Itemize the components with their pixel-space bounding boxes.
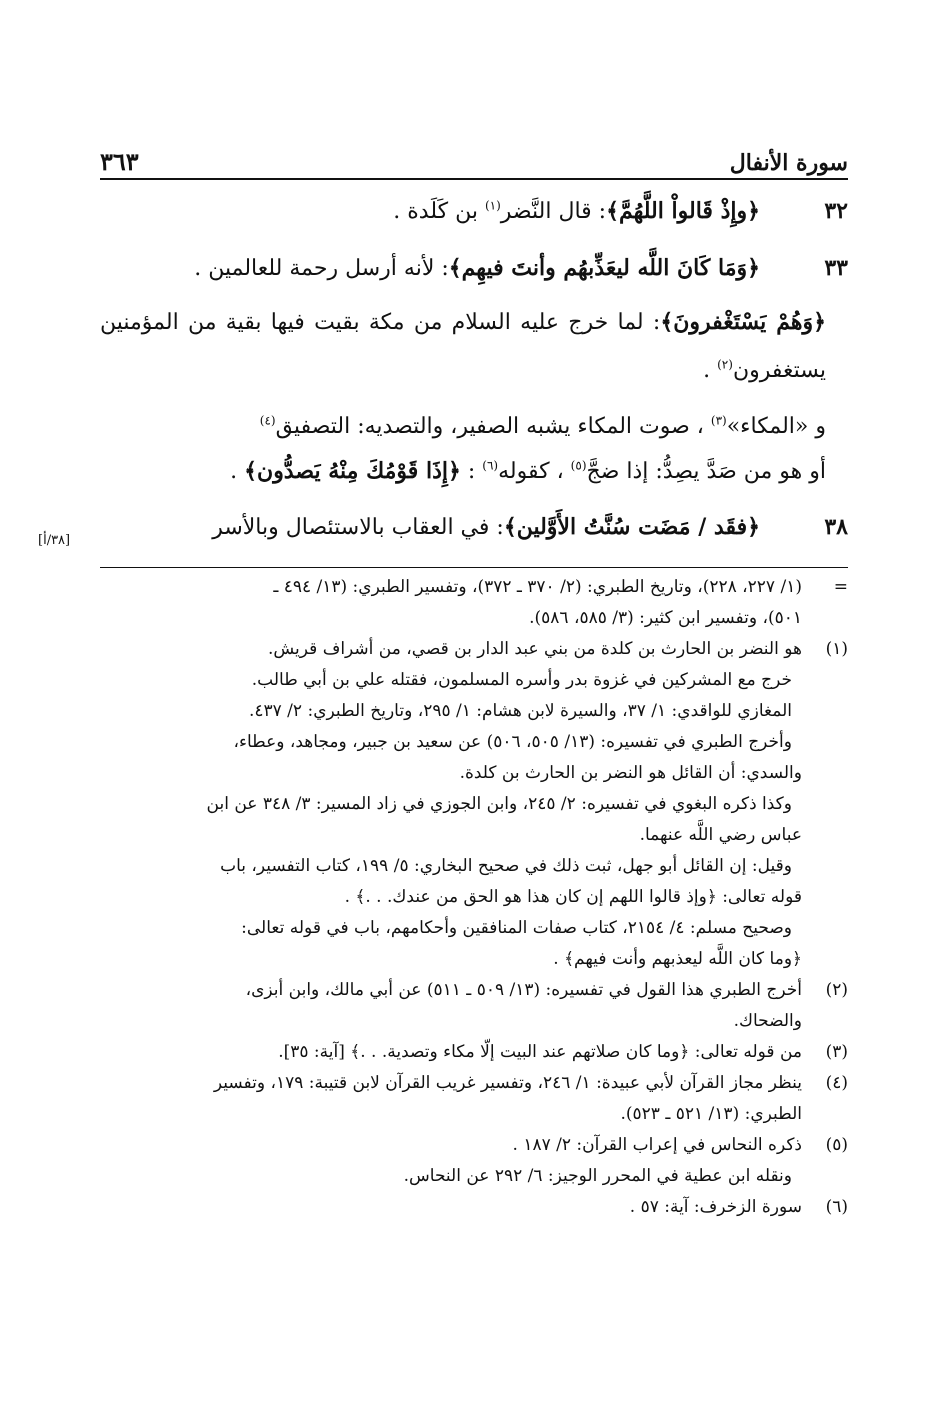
verse-number: ٣٢: [824, 198, 848, 224]
verse-entry-38: [38, 504, 848, 551]
footnote-line: والسدي: أن القائل هو النضر بن الحارث بن كلدة.: [459, 763, 802, 783]
commentary-text: ، صوت المكاء يشبه الصفير، والتصديه: التصفيق: [275, 414, 711, 439]
main-text: [38, 188, 848, 551]
footnote-ref: (٦): [482, 458, 499, 473]
footnote-line: ﴿وما كان اللَّه ليعذبهم وأنت فيهم﴾ .: [553, 949, 802, 969]
page-header: [100, 132, 848, 176]
footnote-ref: (٤): [259, 413, 276, 428]
commentary-text: : لأنه أرسل رحمة للعالمين .: [194, 256, 449, 281]
commentary-text: ، كقوله: [498, 459, 571, 484]
footnote-line: ينظر مجاز القرآن لأبي عبيدة: ١/ ٢٤٦، وتفسير غريب القرآن لابن قتيبة: ١٧٩، وتفسير: [213, 1073, 802, 1093]
footnote-line: خرج مع المشركين في غزوة بدر وأسره المسلمون، فقتله علي بن أبي طالب.: [251, 670, 792, 690]
surah-title: سورة الأنفال: [729, 150, 848, 176]
footnote-line: وكذا ذكره البغوي في تفسيره: ٢/ ٢٤٥، وابن الجوزي في زاد المسير: ٣/ ٣٤٨ عن ابن: [206, 794, 792, 814]
page-number: ٣٦٣: [100, 147, 139, 176]
quran-quote: ﴿إِذَا قَوْمُكَ مِنْهُ يَصدُّون﴾: [244, 458, 461, 484]
verse-entry-33: [100, 245, 848, 292]
footnote-3: [100, 1037, 848, 1068]
commentary-text: .: [703, 358, 718, 383]
commentary-text: :: [460, 459, 483, 484]
footnote-4: [100, 1068, 848, 1130]
footnote-line: وقيل: إن القائل أبو جهل، ثبت ذلك في صحيح البخاري: ٥/ ١٩٩، كتاب التفسير، باب: [220, 856, 792, 876]
footnote-number: (٣): [825, 1042, 848, 1062]
footnote-line: الطبري: (١٣/ ٥٢١ ـ ٥٢٣).: [620, 1104, 802, 1124]
footnote-line: من قوله تعالى: ﴿وما كان صلاتهم عند البيت إلّا مكاء وتصدية. . .﴾ [آية: ٣٥].: [278, 1042, 802, 1062]
quran-quote: ﴿فقَد / مَضَت سُنَّتُ الأَوَّلين﴾: [503, 514, 760, 540]
verse-number: ٣٨: [824, 514, 848, 540]
commentary-text: .: [230, 459, 245, 484]
footnote-number: (١): [825, 639, 848, 659]
footnote-line: ذكره النحاس في إعراب القرآن: ٢/ ١٨٧ .: [512, 1135, 802, 1155]
commentary-text: : لما خرج عليه السلام من مكة بقيت فيها بقية من المؤمنين يستغفرون: [100, 310, 826, 383]
header-rule: [100, 178, 848, 180]
footnote-5: [100, 1130, 848, 1192]
commentary-text: و «المكاء»: [726, 414, 826, 439]
footnote-line: سورة الزخرف: آية: ٥٧ .: [629, 1197, 802, 1217]
footnotes-section: [100, 572, 848, 1223]
footnote-number: (٢): [825, 980, 848, 1000]
footnote-line: والضحاك.: [733, 1011, 802, 1031]
footnote-ref: (٢): [717, 357, 733, 372]
footnote-number: (٥): [825, 1135, 848, 1155]
footnote-line: أخرج الطبري هذا القول في تفسيره: (١٣/ ٥٠٩ ـ ٥١١) عن أبي مالك، وابن أبزى،: [245, 980, 802, 1000]
verse-number: ٣٣: [824, 255, 848, 281]
quran-quote: ﴿وَهُمْ يَسْتَغْفرونَ﴾: [660, 309, 826, 335]
footnote-line: (١/ ٢٢٧، ٢٢٨)، وتاريخ الطبري: (٢/ ٣٧٠ ـ ٣٧٢)، وتفسير الطبري: (١٣/ ٤٩٤ ـ: [273, 577, 802, 597]
quran-quote: ﴿وَمَا كَانَ اللَّه ليعَذِّبهُم وأنتَ فيهِم﴾: [448, 255, 760, 281]
footnote-line: المغازي للواقدي: ١/ ٣٧، والسيرة لابن هشام: ١/ ٢٩٥، وتاريخ الطبري: ٢/ ٤٣٧.: [248, 701, 792, 721]
commentary-text: أو هو من صَدَّ يصِدُّ: إذا ضجَّ: [586, 459, 826, 484]
commentary-block-1: [100, 298, 848, 395]
footnote-1: [100, 634, 848, 975]
footnote-continuation: [100, 572, 848, 634]
footnote-line: وصحيح مسلم: ٤/ ٢١٥٤، كتاب صفات المنافقين وأحكامهم، باب في قوله تعالى:: [241, 918, 792, 938]
footnote-number: (٦): [825, 1197, 848, 1217]
quran-quote: ﴿وإِذْ قَالواْ اللَّهُمَّ﴾: [606, 198, 760, 224]
commentary-text: : قال النَّضر: [500, 199, 607, 224]
footnote-line: قوله تعالى: ﴿وإذ قالوا اللهم إن كان هذا هو الحق من عندك. . .﴾ .: [344, 887, 802, 907]
commentary-text: بن كَلَدة .: [393, 199, 485, 224]
footnote-number: (٤): [825, 1073, 848, 1093]
footnote-line: ونقله ابن عطية في المحرر الوجيز: ٦/ ٢٩٢ عن النحاس.: [403, 1166, 792, 1186]
footnote-ref: (١): [484, 198, 501, 213]
footnote-ref: (٥): [570, 458, 587, 473]
footnote-line: ٥٠١)، وتفسير ابن كثير: (٣/ ٥٨٥، ٥٨٦).: [529, 608, 802, 628]
footnote-6: [100, 1192, 848, 1223]
continuation-marker: =: [833, 577, 848, 597]
footnote-line: هو النضر بن الحارث بن كلدة من بني عبد الدار بن قصي، من أشراف قريش.: [267, 639, 802, 659]
footnote-line: وأخرج الطبري في تفسيره: (١٣/ ٥٠٥، ٥٠٦) عن سعيد بن جبير، ومجاهد، وعطاء،: [233, 732, 792, 752]
commentary-block-2: [100, 405, 848, 494]
footnote-rule: [100, 567, 848, 568]
manuscript-folio-marker: [٣٨/أ]: [38, 533, 71, 548]
footnote-2: [100, 975, 848, 1037]
verse-entry-32: [100, 188, 848, 235]
commentary-text: : في العقاب بالاستئصال وبالأسر: [212, 515, 504, 540]
footnote-ref: (٣): [710, 413, 727, 428]
footnote-line: عباس رضي اللَّه عنهما.: [639, 825, 802, 845]
